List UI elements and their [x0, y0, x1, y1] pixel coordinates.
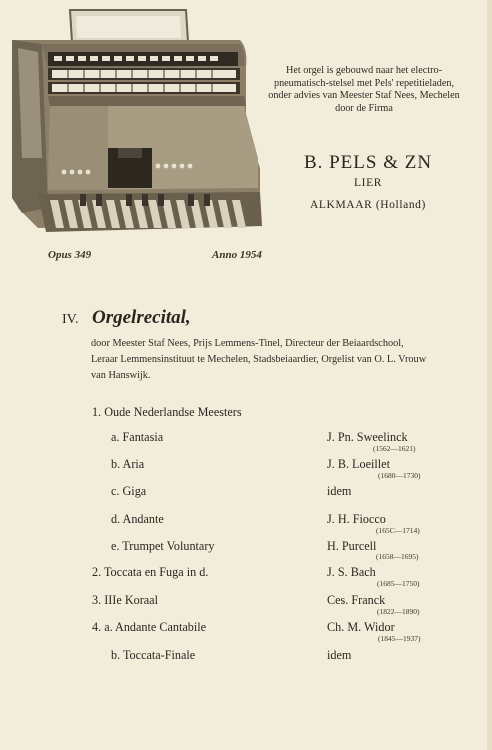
builder-city-lier: LIER: [354, 177, 382, 189]
program-item-label: 4. a. Andante Cantabile: [92, 620, 207, 634]
performer-description: door Meester Staf Nees, Prijs Lemmens-Tinel, Directeur der Beiaardschool, Leraar Lemmensinstituut te Mechelen, Stadsbeiaardier, Orgelist van O. L. Vrouw van Hanswijk.: [91, 338, 427, 381]
program-item-years: (1822—1890): [377, 607, 420, 616]
program-item-composer: idem: [327, 648, 352, 662]
program-item-composer: J. H. Fiocco: [327, 512, 386, 526]
program-item-composer: H. Purcell: [327, 539, 377, 553]
program-item-composer: idem: [327, 484, 352, 498]
program-item-label: d. Andante: [111, 512, 164, 526]
program-item-years: (1658—1695): [376, 552, 419, 561]
photo-caption-year: Anno 1954: [212, 249, 262, 261]
recital-title: Orgelrecital,: [92, 307, 191, 328]
program-item-label: a. Fantasia: [111, 430, 164, 444]
program-item-label: c. Giga: [111, 484, 147, 498]
recital-number: IV.: [62, 312, 79, 327]
program-item-years: (1562—1621): [373, 444, 416, 453]
program-item-label: e. Trumpet Voluntary: [111, 539, 215, 553]
program-item-composer: J. S. Bach: [327, 565, 376, 579]
program-item-composer: Ces. Franck: [327, 593, 386, 607]
program-item-label: b. Toccata-Finale: [111, 648, 196, 662]
program-item-composer: J. Pn. Sweelinck: [327, 430, 408, 444]
program-item-composer: Ch. M. Widor: [327, 620, 395, 634]
program-item-label: b. Aria: [111, 457, 145, 471]
program-item-label: 1. Oude Nederlandse Meesters: [92, 405, 242, 419]
program-item-years: (1845—1937): [378, 634, 421, 643]
program-item-years: (1685—1750): [377, 579, 420, 588]
program-item-years: (1680—1730): [378, 471, 421, 480]
program-item-label: 3. IIIe Koraal: [92, 593, 158, 607]
photo-caption-opus: Opus 349: [48, 249, 92, 261]
program-item-years: (165C—1714): [376, 526, 420, 535]
program-item-composer: J. B. Loeillet: [327, 457, 390, 471]
builder-city-alkmaar: ALKMAAR (Holland): [310, 199, 426, 211]
program-item-label: 2. Toccata en Fuga in d.: [92, 565, 209, 579]
organ-builder-name: B. PELS & ZN: [303, 152, 433, 173]
organ-description: Het orgel is gebouwd naar het electro-pneumatisch-stelsel met Pels' repetitieladen, onder advies van Meester Staf Nees, Mechelen door de Firma: [268, 65, 460, 114]
